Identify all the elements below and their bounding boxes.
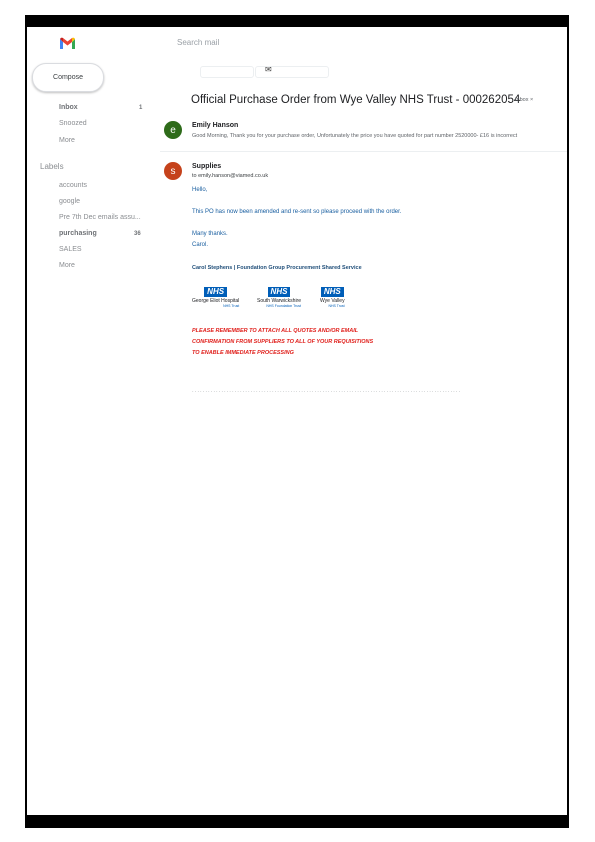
gmail-logo-icon[interactable] [60, 37, 75, 49]
inbox-label-chip[interactable]: Inbox × [515, 97, 534, 103]
nhs-trust-name: Wye Valley [320, 298, 345, 304]
message-divider [160, 151, 567, 152]
frame-bottom-bar [25, 815, 569, 828]
purchasing-count: 36 [134, 231, 141, 237]
body-line: This PO has now been amended and re-sent so please proceed with the order. [192, 209, 402, 215]
recipient-line[interactable]: to emily.hanson@viamed.co.uk [192, 173, 269, 179]
search-input[interactable]: Search mail [177, 38, 220, 47]
frame-top-bar [25, 15, 569, 27]
inbox-count: 1 [139, 105, 143, 111]
frame-right-border [567, 15, 569, 828]
sidebar-item-inbox[interactable]: Inbox [59, 104, 78, 111]
sidebar-item-more[interactable]: More [59, 137, 75, 144]
email-subject: Official Purchase Order from Wye Valley NHS Trust - 000262054 [191, 94, 521, 106]
warning-line: PLEASE REMEMBER TO ATTACH ALL QUOTES AND/OR EMAIL [192, 328, 359, 334]
warning-line: TO ENABLE IMMEDIATE PROCESSING [192, 350, 294, 356]
body-thanks: Many thanks. [192, 231, 228, 237]
avatar[interactable]: e [164, 121, 182, 139]
nhs-trust-name: South Warwickshire [257, 298, 301, 304]
nhs-logo-south-warwickshire [257, 287, 301, 308]
label-purchasing[interactable]: purchasing [59, 230, 97, 237]
compose-label: Compose [53, 74, 83, 81]
email-signature: Carol Stephens | Foundation Group Procurement Shared Service [192, 265, 362, 271]
message-snippet[interactable]: Good Morning, Thank you for your purchase order, Unfortunately the price you have quoted for part number 2520000- £16 is incorrect [192, 133, 518, 139]
sender-name[interactable]: Supplies [192, 163, 222, 170]
label-more[interactable]: More [59, 262, 75, 269]
cut-off-text-line: ····································································································· [192, 389, 462, 393]
labels-heading: Labels [40, 162, 64, 171]
nhs-badge: NHS [268, 287, 291, 297]
warning-line: CONFIRMATION FROM SUPPLIERS TO ALL OF YOUR REQUISITIONS [192, 339, 374, 345]
nhs-trust-sub: NHS Trust [328, 304, 345, 308]
nhs-trust-name: George Eliot Hospital [192, 298, 240, 304]
sidebar-item-snoozed[interactable]: Snoozed [59, 120, 87, 127]
sender-name[interactable]: Emily Hanson [192, 122, 239, 129]
envelope-icon[interactable]: ✉ [265, 65, 272, 74]
nhs-logo-wye-valley [320, 287, 345, 308]
toolbar-back-button[interactable] [200, 66, 254, 78]
frame-left-border [25, 15, 27, 828]
compose-button[interactable] [32, 63, 104, 92]
body-name: Carol. [192, 242, 209, 248]
nhs-badge: NHS [204, 287, 227, 297]
label-google[interactable]: google [59, 198, 81, 205]
nhs-trust-sub: NHS Trust [223, 304, 240, 308]
nhs-trust-sub: NHS Foundation Trust [266, 304, 301, 308]
body-greeting: Hello, [192, 187, 208, 193]
label-sales[interactable]: SALES [59, 246, 82, 253]
nhs-badge: NHS [321, 287, 344, 297]
label-pre-7th-dec[interactable]: Pre 7th Dec emails assu... [59, 214, 141, 221]
avatar[interactable]: s [164, 162, 182, 180]
label-accounts[interactable]: accounts [59, 182, 88, 189]
nhs-logo-george-eliot [192, 287, 239, 308]
